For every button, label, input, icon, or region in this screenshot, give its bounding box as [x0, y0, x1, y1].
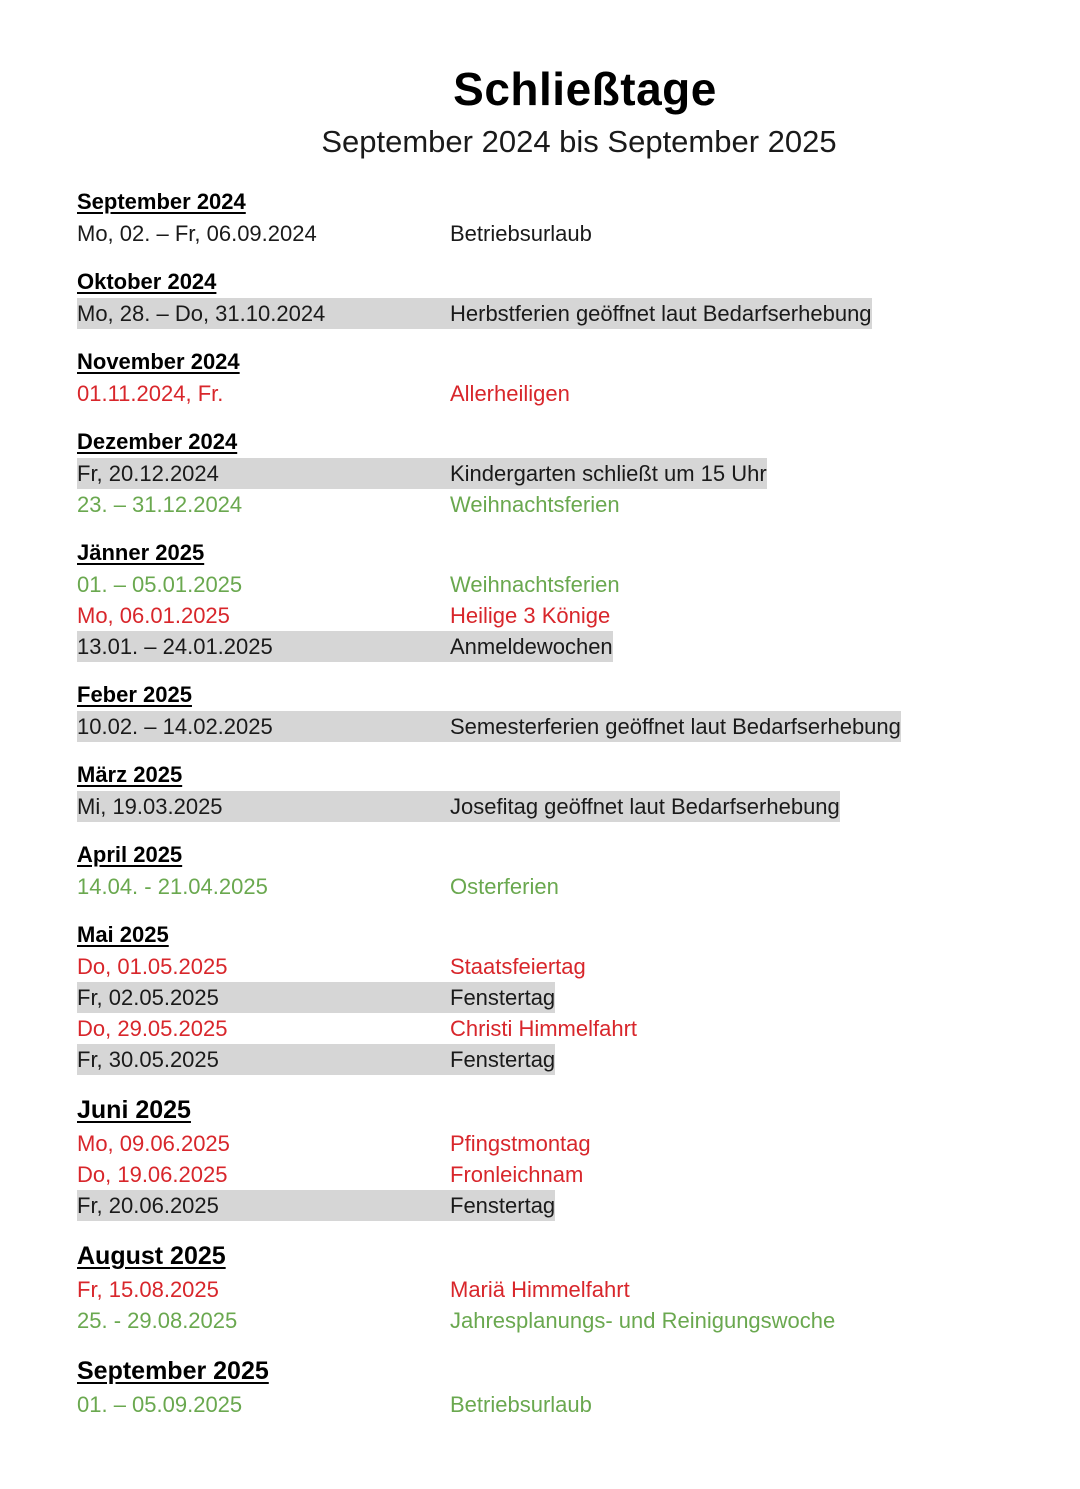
closing-date: Do, 01.05.2025	[77, 954, 228, 979]
row-highlight	[77, 489, 620, 520]
row-highlight	[77, 1128, 591, 1159]
row-highlight	[77, 569, 620, 600]
closing-reason: Mariä Himmelfahrt	[450, 1277, 630, 1302]
row-highlight	[77, 378, 570, 409]
closing-date: Mi, 19.03.2025	[77, 794, 223, 819]
closing-day-row	[77, 1159, 1037, 1190]
closing-date: Mo, 02. – Fr, 06.09.2024	[77, 221, 317, 246]
closing-date: Mo, 09.06.2025	[77, 1131, 230, 1156]
closing-day-row	[77, 951, 1037, 982]
month-heading: März 2025	[77, 762, 183, 787]
closing-day-row	[77, 1128, 1037, 1159]
closing-reason: Fenstertag	[450, 985, 556, 1010]
closing-day-row	[77, 569, 1037, 600]
closing-date: Do, 29.05.2025	[77, 1016, 228, 1041]
row-highlight	[77, 871, 559, 902]
closing-date: Fr, 30.05.2025	[77, 1047, 219, 1072]
closing-day-row	[77, 298, 1037, 329]
month-heading: August 2025	[77, 1242, 226, 1270]
month-section	[77, 266, 1037, 329]
closing-date: 01. – 05.09.2025	[77, 1392, 243, 1417]
month-section	[77, 186, 1037, 249]
closing-reason: Kindergarten schließt um 15 Uhr	[450, 461, 767, 486]
row-highlight	[77, 711, 901, 742]
closing-reason: Josefitag geöffnet laut Bedarfserhebung	[450, 794, 840, 819]
closing-reason: Fronleichnam	[450, 1162, 584, 1187]
closing-date: 01. – 05.01.2025	[77, 572, 243, 597]
closing-day-row	[77, 1013, 1037, 1044]
closing-date: 25. - 29.08.2025	[77, 1308, 238, 1333]
month-section	[77, 1238, 1037, 1336]
month-section	[77, 426, 1037, 520]
page-subtitle: September 2024 bis September 2025	[321, 124, 837, 159]
month-section	[77, 537, 1037, 662]
month-heading: Jänner 2025	[77, 540, 205, 565]
month-section	[77, 1092, 1037, 1221]
row-highlight	[77, 631, 613, 662]
closing-day-row	[77, 489, 1037, 520]
row-highlight	[77, 1305, 835, 1336]
closing-reason: Osterferien	[450, 874, 559, 899]
closing-date: 23. – 31.12.2024	[77, 492, 243, 517]
month-section	[77, 759, 1037, 822]
closing-date: 13.01. – 24.01.2025	[77, 634, 273, 659]
closing-days-list	[77, 186, 1037, 1437]
closing-day-row	[77, 1389, 1037, 1420]
row-highlight	[77, 1389, 592, 1420]
row-highlight	[77, 600, 610, 631]
closing-date: Mo, 28. – Do, 31.10.2024	[77, 301, 326, 326]
closing-day-row	[77, 600, 1037, 631]
closing-reason: Jahresplanungs- und Reinigungswoche	[450, 1308, 836, 1333]
closing-day-row	[77, 1305, 1037, 1336]
month-section	[77, 839, 1037, 902]
closing-date: Fr, 15.08.2025	[77, 1277, 219, 1302]
closing-reason: Fenstertag	[450, 1047, 556, 1072]
month-heading: September 2025	[77, 1357, 269, 1385]
closing-day-row	[77, 1190, 1037, 1221]
closing-reason: Fenstertag	[450, 1193, 556, 1218]
month-heading: September 2024	[77, 189, 246, 214]
closing-date: Do, 19.06.2025	[77, 1162, 228, 1187]
row-highlight	[77, 218, 592, 249]
closing-date: Fr, 20.06.2025	[77, 1193, 219, 1218]
row-highlight	[77, 1190, 555, 1221]
row-highlight	[77, 458, 767, 489]
closing-day-row	[77, 871, 1037, 902]
row-highlight	[77, 1013, 637, 1044]
closing-reason: Allerheiligen	[450, 381, 570, 406]
closing-day-row	[77, 711, 1037, 742]
closing-date: Mo, 06.01.2025	[77, 603, 230, 628]
closing-day-row	[77, 631, 1037, 662]
closing-reason: Staatsfeiertag	[450, 954, 586, 979]
month-heading: Mai 2025	[77, 922, 169, 947]
closing-date: 01.11.2024, Fr.	[77, 381, 224, 406]
closing-date: Fr, 20.12.2024	[77, 461, 219, 486]
closing-day-row	[77, 458, 1037, 489]
row-highlight	[77, 298, 872, 329]
closing-date: 10.02. – 14.02.2025	[77, 714, 273, 739]
month-section	[77, 346, 1037, 409]
row-highlight	[77, 982, 555, 1013]
closing-day-row	[77, 982, 1037, 1013]
row-highlight	[77, 1044, 555, 1075]
closing-reason: Weihnachtsferien	[450, 572, 620, 597]
closing-reason: Herbstferien geöffnet laut Bedarfserhebung	[450, 301, 872, 326]
month-section	[77, 1353, 1037, 1420]
row-highlight	[77, 791, 840, 822]
closing-reason: Weihnachtsferien	[450, 492, 620, 517]
closing-day-row	[77, 1274, 1037, 1305]
closing-reason: Betriebsurlaub	[450, 221, 592, 246]
closing-day-row	[77, 1044, 1037, 1075]
closing-day-row	[77, 218, 1037, 249]
closing-reason: Heilige 3 Könige	[450, 603, 611, 628]
month-section	[77, 679, 1037, 742]
closing-date: 14.04. - 21.04.2025	[77, 874, 268, 899]
month-heading: Oktober 2024	[77, 269, 217, 294]
month-heading: November 2024	[77, 349, 240, 374]
closing-reason: Christi Himmelfahrt	[450, 1016, 638, 1041]
month-heading: Juni 2025	[77, 1096, 191, 1124]
closing-reason: Anmeldewochen	[450, 634, 613, 659]
row-highlight	[77, 1159, 583, 1190]
month-heading: Dezember 2024	[77, 429, 238, 454]
closing-day-row	[77, 791, 1037, 822]
month-section	[77, 919, 1037, 1075]
closing-date: Fr, 02.05.2025	[77, 985, 219, 1010]
row-highlight	[77, 1274, 630, 1305]
row-highlight	[77, 951, 586, 982]
page-title: Schließtage	[453, 63, 717, 115]
closing-reason: Pfingstmontag	[450, 1131, 591, 1156]
closing-reason: Semesterferien geöffnet laut Bedarfserhebung	[450, 714, 901, 739]
month-heading: Feber 2025	[77, 682, 192, 707]
closing-reason: Betriebsurlaub	[450, 1392, 592, 1417]
closing-day-row	[77, 378, 1037, 409]
month-heading: April 2025	[77, 842, 183, 867]
